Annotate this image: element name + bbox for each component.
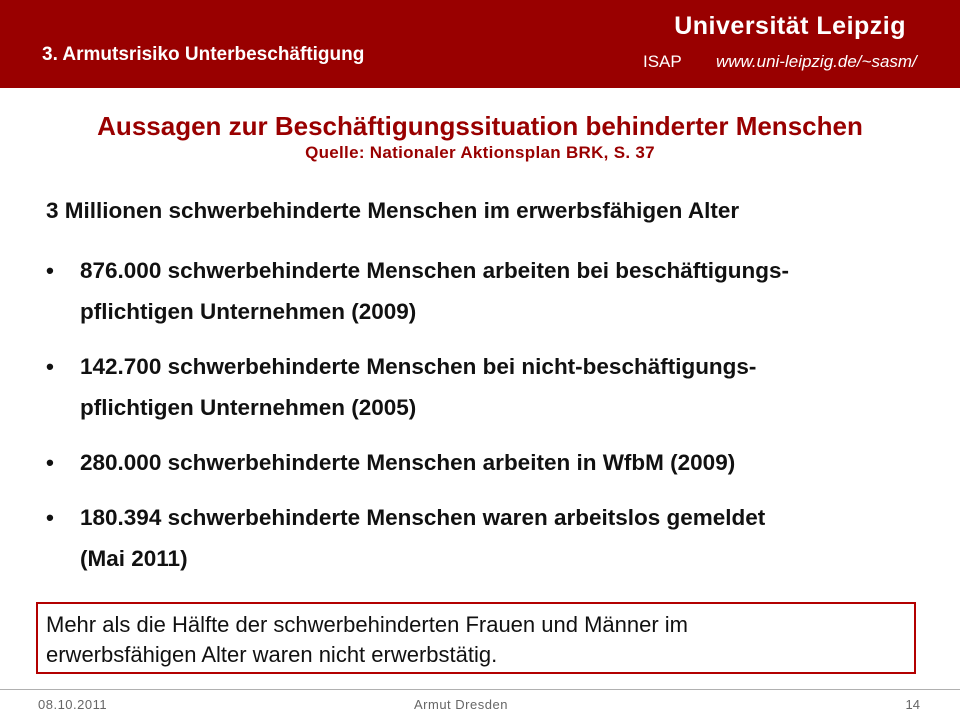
bullet-text-line1: 280.000 schwerbehinderte Menschen arbeiten in WfbM (2009) (80, 450, 736, 475)
institute-label: ISAP (643, 52, 682, 71)
slide-subtitle: Quelle: Nationaler Aktionsplan BRK, S. 37 (305, 143, 655, 162)
header-bar (0, 0, 960, 88)
title-block (0, 110, 960, 164)
page-number: 14 (905, 697, 920, 712)
bullet-list (46, 250, 936, 593)
bullet-icon: • (46, 450, 54, 475)
note-text (46, 610, 906, 670)
section-label: 3. Armutsrisiko Unterbeschäftigung (42, 44, 365, 65)
bullet-text-line1: 876.000 schwerbehinderte Menschen arbeiten bei beschäftigungs- (80, 258, 789, 283)
bullet-text-line1: 142.700 schwerbehinderte Menschen bei nicht-beschäftigungs- (80, 354, 757, 379)
note-line2: erwerbsfähigen Alter waren nicht erwerbstätig. (46, 642, 498, 667)
footer-author: Armut Dresden (414, 697, 508, 712)
bullet-text-line2: pflichtigen Unternehmen (2005) (80, 395, 417, 420)
bullet-icon: • (46, 258, 54, 283)
bullet-item (46, 346, 936, 428)
footer-divider (0, 689, 960, 690)
bullet-item (46, 250, 936, 332)
note-box (36, 602, 916, 674)
bullet-text-line2: (Mai 2011) (80, 546, 188, 571)
note-line1: Mehr als die Hälfte der schwerbehinderten Frauen und Männer im (46, 612, 688, 637)
bullet-text-line1: 180.394 schwerbehinderte Menschen waren arbeitslos gemeldet (80, 505, 766, 530)
bullet-item (46, 442, 936, 483)
footer-date: 08.10.2011 (38, 697, 108, 712)
bullet-text-line2: pflichtigen Unternehmen (2009) (80, 299, 417, 324)
bullet-item (46, 497, 936, 579)
bullet-icon: • (46, 354, 54, 379)
lead-statement: 3 Millionen schwerbehinderte Menschen im erwerbsfähigen Alter (46, 198, 740, 223)
university-name: Universität Leipzig (674, 12, 906, 40)
bullet-icon: • (46, 505, 54, 530)
slide-title: Aussagen zur Beschäftigungssituation behinderter Menschen (97, 111, 863, 141)
website-url: www.uni-leipzig.de/~sasm/ (716, 52, 917, 71)
